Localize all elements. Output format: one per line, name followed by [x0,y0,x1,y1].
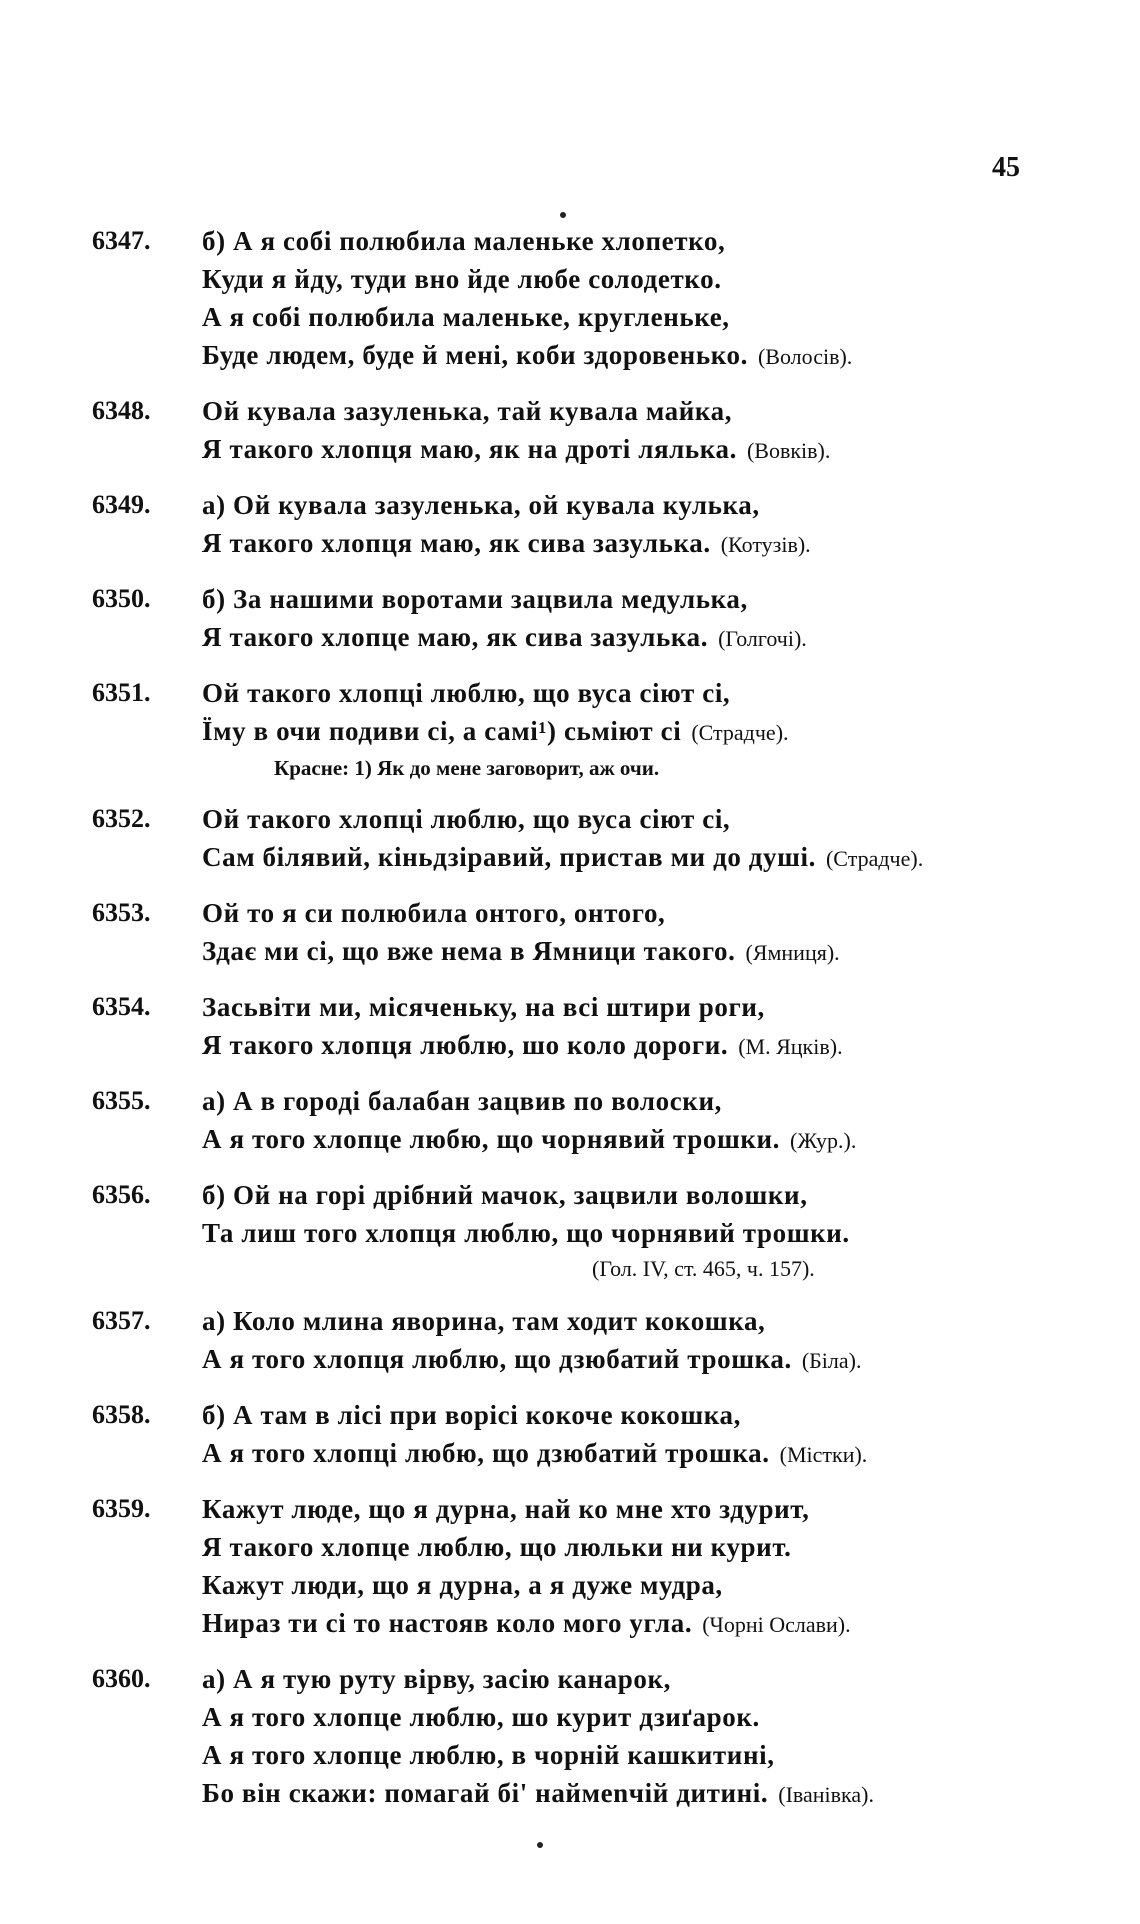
verse-line [202,1434,1072,1474]
verse-text: Бо він скажи: помагай бі' наймenчій дитині. [202,1778,769,1808]
verse-text: А я того хлопце люблю, шо курит дзиґарок. [202,1702,760,1732]
entry-body [202,800,1072,878]
page-number: 45 [992,152,1020,183]
verse-text: Їму в очи подиви сі, а самі¹) сьміют сі [202,716,682,746]
verse-entry [92,1396,1072,1474]
verse-text: б) А там в лісі при ворісі кокоче кокошка, [202,1400,741,1430]
verse-line [202,1176,1072,1214]
verse-text: Буде людем, буде й мені, коби здоровенько. [202,340,748,370]
verse-line [202,712,1072,752]
verse-line [202,1214,1072,1252]
source-place: (Вовків). [746,438,831,463]
entry-body [202,1396,1072,1474]
entry-number: 6348. [92,396,151,425]
entry-body [202,1660,1072,1814]
verse-line [202,800,1072,838]
entry-body [202,894,1072,972]
entry-body [202,222,1072,376]
source-place: (М. Яцків). [738,1034,843,1059]
source-place: (Страдче). [825,846,924,871]
verse-entry [92,1082,1072,1160]
entry-number: 6350. [92,584,151,613]
verse-text: а) Коло млина яворина, там ходит кокошка, [202,1306,766,1336]
entry-number: 6357. [92,1306,151,1335]
verse-text: Засьвіти ми, місяченьку, на всі штири роги, [202,992,765,1022]
verse-text: а) А в городі балабан зацвив по волоски, [202,1086,722,1116]
verse-entry [92,580,1072,658]
verse-entry [92,392,1072,470]
verse-line [202,1490,1072,1528]
verse-text: Я такого хлопця маю, як сива зазулька. [202,528,711,558]
entry-body [202,988,1072,1066]
source-place: (Чорні Ослави). [702,1612,851,1637]
verse-line [202,392,1072,430]
verse-text: А я того хлопце любю, що чорнявий трошки. [202,1124,781,1154]
entry-number: 6355. [92,1086,151,1115]
verse-line [202,580,1072,618]
source-place: (Жур.). [790,1128,857,1153]
entry-number: 6352. [92,804,151,833]
verse-line [202,1660,1072,1698]
verse-line [202,430,1072,470]
verse-line [202,988,1072,1026]
source-place: (Котузів). [720,532,811,557]
verse-line [202,1026,1072,1066]
entry-number: 6359. [92,1494,151,1523]
verse-line [202,1396,1072,1434]
verse-line [202,618,1072,658]
verse-text: б) А я собі полюбила маленьке хлопетко, [202,226,726,256]
verse-text: Нираз ти сі то настояв коло мого угла. [202,1608,693,1638]
verse-line [202,1340,1072,1380]
verse-text: Я такого хлопце люблю, що люльки ни курит. [202,1532,792,1562]
verse-text: Я такого хлопця люблю, шо коло дороги. [202,1030,729,1060]
verse-text: Я такого хлопце маю, як сива зазулька. [202,622,709,652]
source-place: (Іванівка). [778,1782,874,1807]
verse-line [202,838,1072,878]
verse-line [202,674,1072,712]
verse-entry [92,486,1072,564]
source-place: (Біла). [801,1348,862,1373]
verse-line [202,1698,1072,1736]
verse-line [202,298,1072,336]
verse-entry [92,988,1072,1066]
verse-line [202,524,1072,564]
source-place: (Страдче). [691,720,789,745]
entry-number: 6353. [92,898,151,927]
verse-line [202,894,1072,932]
verse-line [202,1120,1072,1160]
verse-line [202,486,1072,524]
verse-text: Кажут люде, що я дурна, най ко мне хто здурит, [202,1494,810,1524]
verse-text: Сам білявий, кіньдзіравий, пристав ми до душі. [202,842,816,872]
entry-body [202,1082,1072,1160]
source-place: (Ямниця). [745,940,840,965]
verse-entry [92,674,1072,784]
verse-entry [92,1302,1072,1380]
entry-number: 6347. [92,226,151,255]
verse-entry [92,1490,1072,1644]
verse-entries [92,222,1072,1830]
entry-number: 6351. [92,678,151,707]
entry-body [202,1176,1072,1286]
entry-number: 6358. [92,1400,151,1429]
entry-body [202,392,1072,470]
verse-entry [92,894,1072,972]
verse-text: б) Ой на горі дрібний мачок, зацвили волошки, [202,1180,808,1210]
verse-text: А я того хлопця люблю, що дзюбатий трошка. [202,1344,792,1374]
verse-text: Ой то я си полюбила онтого, онтого, [202,898,666,928]
verse-text: Ой кувала зазуленька, тай кувала майка, [202,396,733,426]
verse-line [202,1604,1072,1644]
speck-mark [537,1842,543,1848]
verse-line [202,1566,1072,1604]
verse-entry [92,1660,1072,1814]
entry-body [202,580,1072,658]
entry-body [202,486,1072,564]
entry-number: 6354. [92,992,151,1021]
verse-line [202,1774,1072,1814]
verse-line [202,932,1072,972]
verse-text: Я такого хлопця маю, як на дроті лялька. [202,434,737,464]
speck-mark [560,212,566,218]
entry-body [202,674,1072,784]
verse-line [202,1528,1072,1566]
verse-text: А я собі полюбила маленьке, кругленьке, [202,302,730,332]
verse-entry [92,222,1072,376]
verse-line [202,1302,1072,1340]
verse-line [202,1736,1072,1774]
verse-text: Здає ми сі, що вже нема в Ямници такого. [202,936,736,966]
source-place: (Містки). [779,1442,868,1467]
source-place: (Голгочі). [718,626,807,651]
verse-text: Ой такого хлопці люблю, що вуса сіют сі, [202,804,731,834]
entry-number: 6349. [92,490,151,519]
verse-line [202,1082,1072,1120]
verse-entry [92,1176,1072,1286]
verse-entry [92,800,1072,878]
footnote: Красне: 1) Як до мене заговорит, аж очи. [274,756,660,780]
entry-body [202,1490,1072,1644]
verse-text: Ой такого хлопці люблю, що вуса сіют сі, [202,678,731,708]
verse-text: Куди я йду, туди вно йде любе солодетко. [202,264,722,294]
verse-text: а) Ой кувала зазуленька, ой кувала кулька, [202,490,760,520]
verse-line [202,222,1072,260]
entry-number: 6356. [92,1180,151,1209]
verse-text: Та лиш того хлопця люблю, що чорнявий трошки. [202,1218,850,1248]
verse-line [202,260,1072,298]
entry-number: 6360. [92,1664,151,1693]
verse-text: Кажут люди, що я дурна, а я дуже мудра, [202,1570,723,1600]
reference-citation: (Гол. IV, ст. 465, ч. 157). [592,1256,815,1281]
entry-body [202,1302,1072,1380]
verse-text: а) А я тую руту вірву, засію канарок, [202,1664,671,1694]
source-place: (Волосів). [757,344,853,369]
verse-text: б) За нашими воротами зацвила медулька, [202,584,748,614]
verse-line [202,336,1072,376]
verse-text: А я того хлопці любю, що дзюбатий трошка. [202,1438,770,1468]
verse-text: А я того хлопце люблю, в чорній кашкитині, [202,1740,775,1770]
